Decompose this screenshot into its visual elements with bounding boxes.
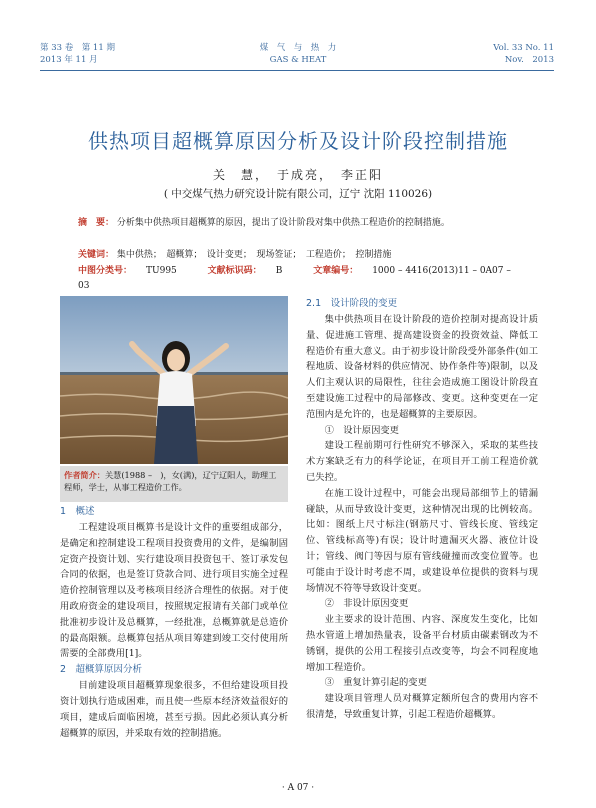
paragraph: 业主要求的设计范围、内容、深度发生变化，比如热水管道上增加热量表，设备平台材质由碳素钢改为不锈钢，提供的公用工程接引点改变等，均会不同程度地增加工程造价。 (306, 614, 538, 673)
publish-date-en: Nov. 2013 (504, 55, 554, 65)
author-photo (60, 296, 288, 464)
abstract (78, 216, 518, 231)
paragraph: 在施工设计过程中，可能会出现局部细节上的错漏碰缺，从而导致设计变更，这种情况出现的比例较高。比如：图纸上尺寸标注(钢筋尺寸、管线长度、管线定位、管线标高等)有误；设计时遗漏灭火器、液位计设计；管线、阀门等因与原有管线碰撞而改变位置等。也可能由于设计时考虑不周，或建设单位提供的资料与现场情况不符等导致设计变更。 (306, 487, 538, 594)
author-affiliation: ( 中交煤气热力研究设计院有限公司，辽宁 沈阳 110026) (163, 188, 433, 200)
left-column (60, 504, 288, 741)
article-no-label: 文章编号： (313, 266, 359, 276)
classification-line (78, 264, 518, 294)
header-rule (40, 70, 554, 71)
doc-code-label: 文献标识码： (207, 266, 262, 276)
right-column (306, 296, 538, 723)
author-bio-label: 作者简介： (64, 470, 105, 480)
keywords-text: 集中供热； 超概算； 设计变更； 现场签证； 工程造价； 控制措施 (116, 250, 392, 260)
clc-label: 中图分类号： (78, 266, 133, 276)
abstract-label: 摘 要： (78, 218, 115, 228)
page-number: · A 07 · (281, 783, 315, 793)
publish-date: 2013 年 11 月 (40, 55, 98, 65)
clc-value: TU995 (146, 266, 177, 276)
section-heading-2-1: 2.1 设计阶段的变更 (306, 298, 398, 309)
journal-name-en: GAS & HEAT (269, 55, 327, 65)
abstract-text: 分析集中供热项目超概算的原因，提出了设计阶段对集中供热工程造价的控制措施。 (116, 218, 450, 228)
article-authors: 关 慧， 于成亮， 李正阳 (212, 168, 383, 182)
paragraph: 工程建设项目概算书是设计文件的重要组成部分，是确定和控制建设工程项目投资费用的文件，是编制固定资产投资计划、实行建设项目投资包干、签订承发包合同的依据，也是签订贷款合同、进行项目实施全过程造价控制管理以及考核项目经济合理性的依据。对于使用政府资金的建设项目，按照规定报请有关部门或单位批准初步设计及总概算，一经批准，总概算就是总造价的最高限额。总概算包括从项目筹建到竣工交付使用所需要的全部费用[1]。 (60, 522, 288, 660)
author-bio-caption (60, 466, 288, 502)
paragraph: 建设项目管理人员对概算定额所包含的费用内容不很清楚，导致重复计算，引起工程造价超概算。 (306, 693, 538, 720)
paragraph: 目前建设项目超概算现象很多，不但给建设项目投资计划执行造成困难，而且使一些原本经济效益很好的项目，建成后面临困境，甚至亏损。因此必须认真分析超概算的原因，并采取有效的控制措施。 (60, 680, 288, 739)
subheading: ① 设计原因变更 (324, 424, 399, 436)
section-heading-2: 2 超概算原因分析 (60, 664, 143, 676)
keywords-label: 关键词： (78, 250, 115, 260)
volume-issue-en: Vol. 33 No. 11 (493, 43, 554, 53)
photo-illustration (60, 296, 288, 464)
paragraph: 集中供热项目在设计阶段的造价控制对提高设计质量、促进施工管理、提高建设资金的投资效益、降低工程造价有重大意义。由于初步设计阶段受外部条件(如工程地质、设备材料的供应情况、协作条件等)限制，以及人们主观认识的局限性，往往会造成施工图设计阶段直至建设施工过程中的局部修改、变更。这种变更在一定范围内是允许的，也是超概算的主要原因。 (306, 314, 538, 420)
paragraph: 建设工程前期可行性研究不够深入，采取的某些技术方案缺乏有力的科学论证，在项目开工前工程造价就已失控。 (306, 440, 538, 483)
article-no-value: 1000 – 4416(2013)11 – 0A07 – 03 (78, 266, 511, 291)
subheading: ② 非设计原因变更 (324, 598, 409, 610)
doc-code-value: B (275, 266, 283, 276)
article-title: 供热项目超概算原因分析及设计阶段控制措施 (88, 129, 508, 153)
subheading: ③ 重复计算引起的变更 (324, 677, 427, 689)
author-bio-text: 关慧(1988 – )，女(满)，辽宁辽阳人，助理工程师，学士，从事工程造价工作。 (64, 470, 277, 492)
journal-volume-info-en (493, 42, 554, 66)
keywords (78, 248, 518, 263)
journal-name-cn: 煤 气 与 热 力 (259, 43, 337, 53)
section-heading-1: 1 概述 (60, 506, 95, 517)
volume-issue: 第 33 卷 第 11 期 (40, 43, 115, 53)
